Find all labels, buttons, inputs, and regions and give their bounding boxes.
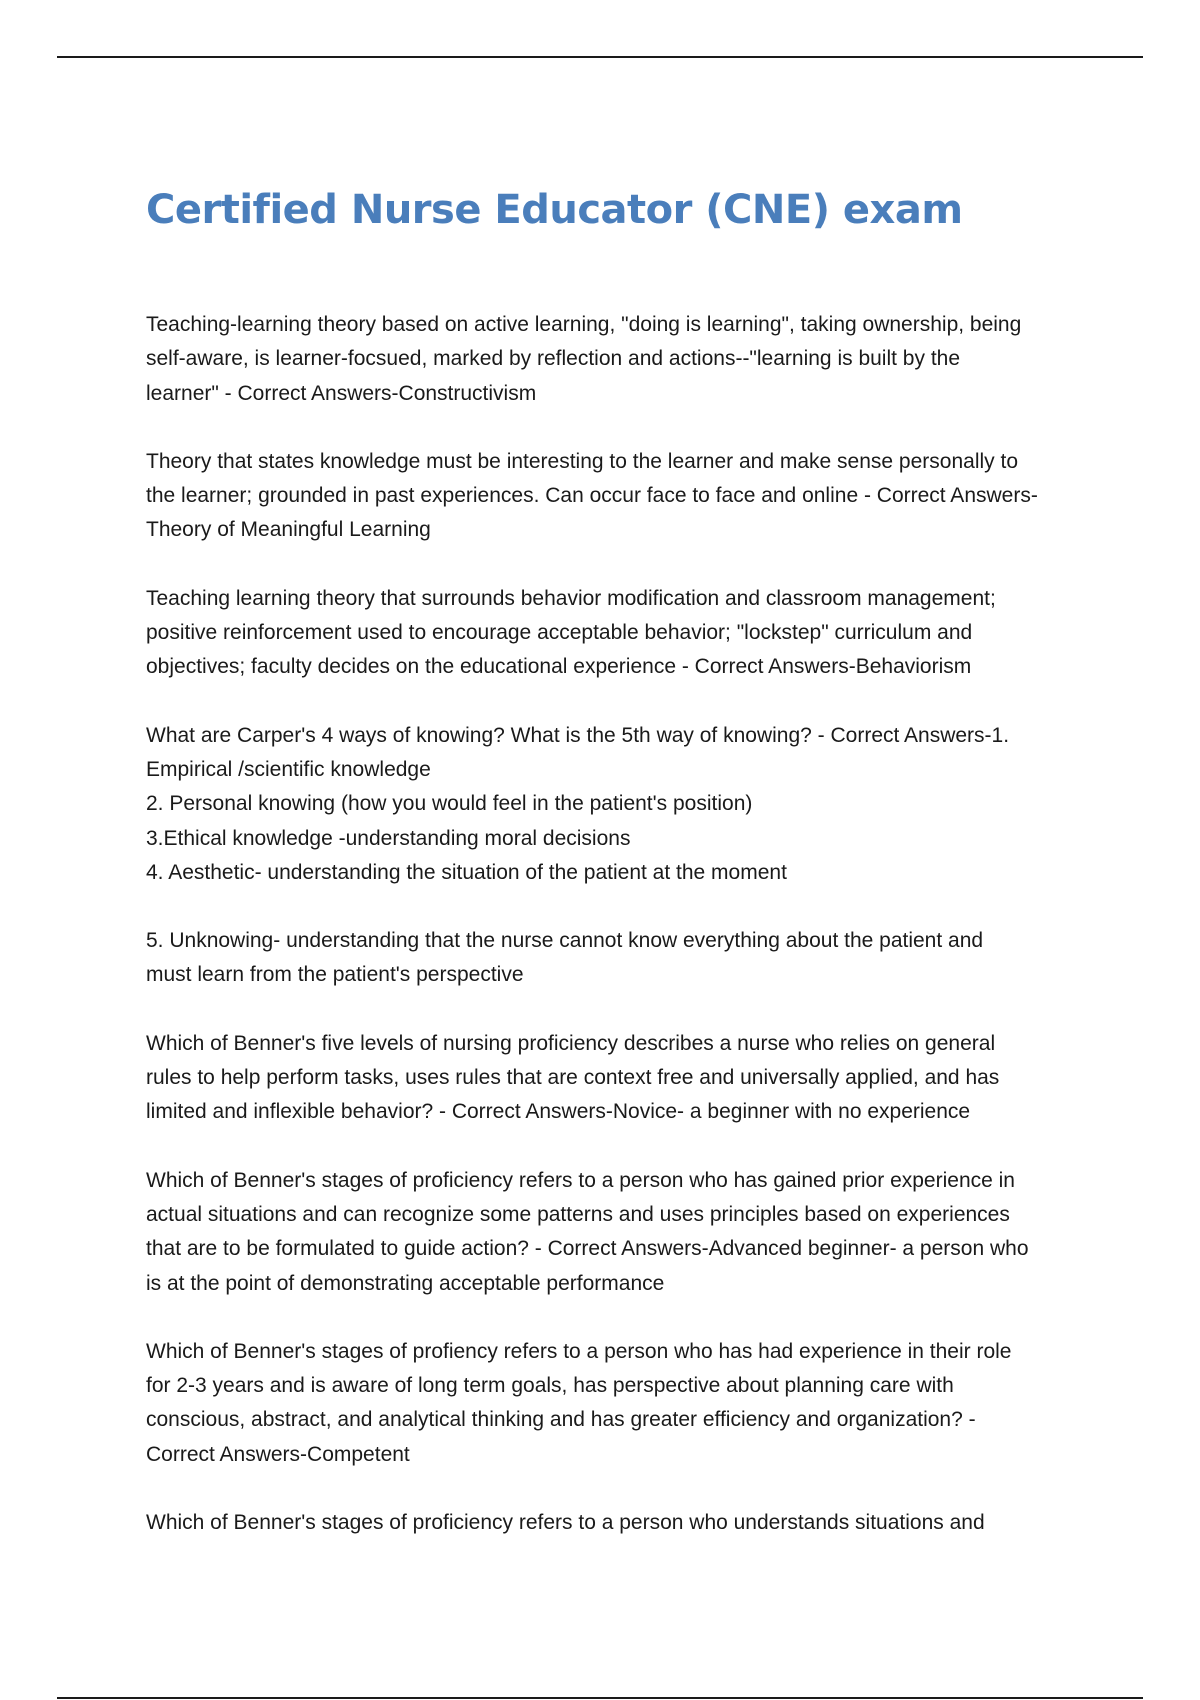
qa-entry-advanced-beginner <box>146 1164 1090 1301</box>
text-line: 5. Unknowing- understanding that the nurse cannot know everything about the patient and <box>146 929 984 953</box>
text-line: limited and inflexible behavior? - Correct Answers-Novice- a beginner with no experience <box>146 1100 971 1124</box>
text-line: 3.Ethical knowledge -understanding moral decisions <box>146 826 631 850</box>
qa-entry-behaviorism <box>146 582 1090 685</box>
qa-entry-carper-ways-of-knowing <box>146 719 1090 890</box>
text-line: What are Carper's 4 ways of knowing? What is the 5th way of knowing? - Correct Answers-1. <box>146 723 1010 747</box>
qa-list <box>146 308 1090 1540</box>
text-line: that are to be formulated to guide action? - Correct Answers-Advanced beginner- a person who <box>146 1237 1029 1261</box>
text-line: Theory that states knowledge must be interesting to the learner and make sense personally to <box>146 449 1018 473</box>
text-line: actual situations and can recognize some patterns and uses principles based on experiences <box>146 1202 1010 1226</box>
document-body <box>146 180 1090 1574</box>
document-title: Certified Nurse Educator (CNE) exam <box>146 187 963 233</box>
text-line: Which of Benner's stages of proficiency refers to a person who has gained prior experience in <box>146 1168 1015 1192</box>
text-line: Which of Benner's stages of profiency refers to a person who has had experience in their role <box>146 1339 1012 1363</box>
text-line: 4. Aesthetic- understanding the situation of the patient at the moment <box>146 860 787 884</box>
text-line: positive reinforcement used to encourage acceptable behavior; "lockstep" curriculum and <box>146 621 973 645</box>
qa-entry-competent <box>146 1335 1090 1472</box>
text-line: Teaching learning theory that surrounds behavior modification and classroom management; <box>146 586 996 610</box>
qa-entry-meaningful-learning <box>146 445 1090 548</box>
qa-entry-novice <box>146 1027 1090 1130</box>
text-line: rules to help perform tasks, uses rules that are context free and universally applied, and has <box>146 1066 1000 1090</box>
bottom-rule <box>57 1697 1143 1699</box>
text-line: objectives; faculty decides on the educational experience - Correct Answers-Behaviorism <box>146 655 972 679</box>
text-line: the learner; grounded in past experiences. Can occur face to face and online - Correct Answers- <box>146 484 1038 508</box>
text-line: Correct Answers-Competent <box>146 1442 410 1466</box>
top-rule <box>57 56 1143 58</box>
text-line: 2. Personal knowing (how you would feel in the patient's position) <box>146 792 753 816</box>
text-line: Teaching-learning theory based on active learning, "doing is learning", taking ownership, being <box>146 313 1022 336</box>
qa-entry-constructivism <box>146 308 1090 411</box>
text-line: must learn from the patient's perspective <box>146 963 524 987</box>
text-line: is at the point of demonstrating acceptable performance <box>146 1271 665 1295</box>
text-line: Theory of Meaningful Learning <box>146 518 431 542</box>
text-line: for 2-3 years and is aware of long term goals, has perspective about planning care with <box>146 1374 954 1398</box>
text-line: Which of Benner's five levels of nursing proficiency describes a nurse who relies on general <box>146 1031 996 1055</box>
text-line: Which of Benner's stages of proficiency refers to a person who understands situations and <box>146 1511 985 1535</box>
text-line: self-aware, is learner-focsued, marked by reflection and actions--"learning is built by the <box>146 347 961 371</box>
qa-entry-unknowing <box>146 924 1090 993</box>
text-line: conscious, abstract, and analytical thinking and has greater efficiency and organization? - <box>146 1408 976 1432</box>
qa-entry-proficient-partial <box>146 1506 1090 1540</box>
text-line: learner" - Correct Answers-Constructivism <box>146 381 537 405</box>
text-line: Empirical /scientific knowledge <box>146 757 431 781</box>
